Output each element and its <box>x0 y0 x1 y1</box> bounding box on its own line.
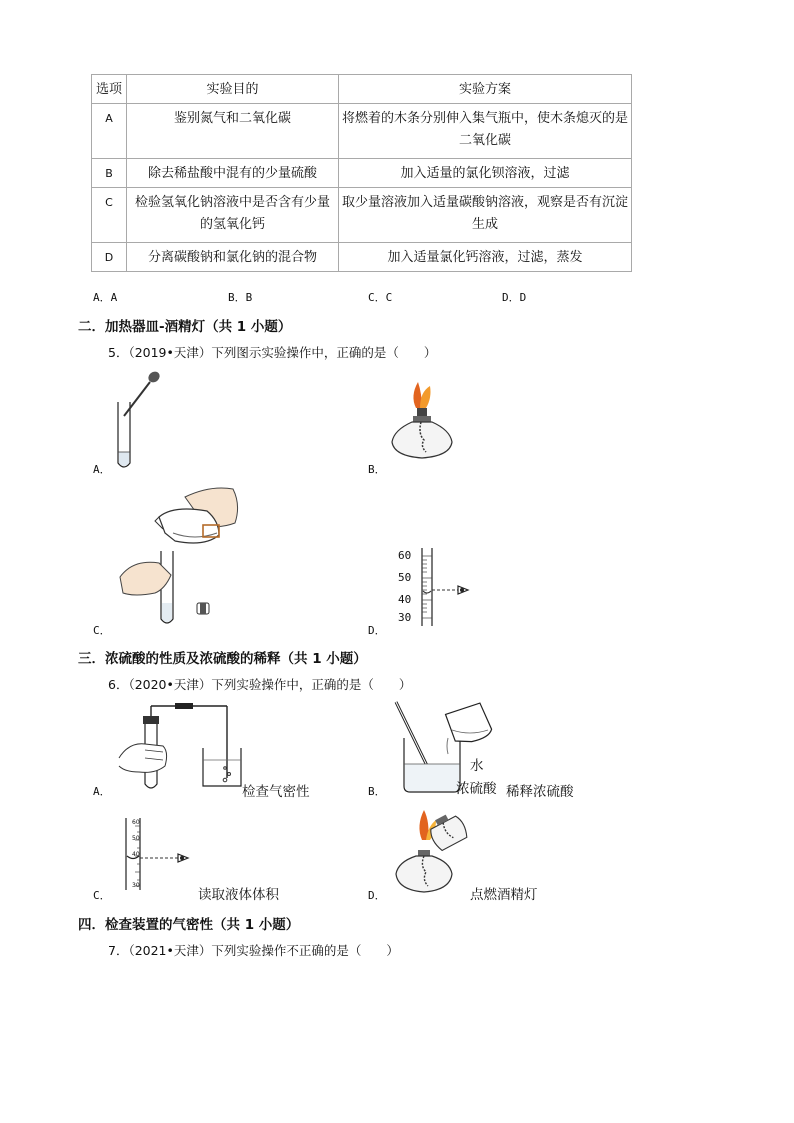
experiment-table <box>91 74 632 272</box>
q6-c-tick-30: 30 <box>132 882 140 889</box>
row-goal: 鉴别氮气和二氧化碳 <box>127 104 339 159</box>
q6-caption-b: 稀释浓硫酸 <box>506 784 574 800</box>
question-5: 5．（2019•天津）下列图示实验操作中，正确的是（ ） <box>108 345 437 360</box>
section-3-title: 三．浓硫酸的性质及浓硫酸的稀释（共 1 小题） <box>78 651 367 667</box>
q6-c-tick-50: 50 <box>132 835 140 842</box>
row-plan: 加入适量的氯化钡溶液，过滤 <box>339 159 632 188</box>
row-goal: 检验氢氧化钠溶液中是否含有少量的氢氧化钙 <box>127 188 339 243</box>
choice-c: C．C <box>368 291 393 304</box>
q6-c-tick-60: 60 <box>132 819 140 826</box>
table-row <box>92 188 632 243</box>
q5-d-tick-40: 40 <box>398 593 412 606</box>
q6-label-b: B． <box>368 785 386 798</box>
q6-label-d: D． <box>368 889 386 902</box>
q5-d-tick-50: 50 <box>398 571 412 584</box>
row-option: A <box>92 104 127 159</box>
q5-label-c: C． <box>93 624 111 637</box>
row-option: B <box>92 159 127 188</box>
header-goal: 实验目的 <box>127 75 339 104</box>
section-2-title: 二．加热器皿-酒精灯（共 1 小题） <box>78 319 292 335</box>
q6-caption-c: 读取液体体积 <box>198 887 279 903</box>
q6-caption-d: 点燃酒精灯 <box>470 887 538 903</box>
row-plan: 将燃着的木条分别伸入集气瓶中，使木条熄灭的是二氧化碳 <box>339 104 632 159</box>
row-plan: 加入适量氯化钙溶液，过滤，蒸发 <box>339 243 632 272</box>
q5-label-d: D． <box>368 624 386 637</box>
header-plan: 实验方案 <box>339 75 632 104</box>
section-4-title: 四．检查装置的气密性（共 1 小题） <box>78 917 300 933</box>
q6-d-light-lamp-figure <box>392 806 478 896</box>
q5-label-a: A． <box>93 463 111 476</box>
q5-c-pouring-liquid-figure <box>115 485 245 627</box>
table-row <box>92 243 632 272</box>
q5-a-dropper-test-tube-figure <box>110 368 170 472</box>
row-goal: 分离碳酸钠和氯化钠的混合物 <box>127 243 339 272</box>
header-option: 选项 <box>92 75 127 104</box>
row-option: D <box>92 243 127 272</box>
question-6: 6．（2020•天津）下列实验操作中，正确的是（ ） <box>108 677 412 692</box>
row-option: C <box>92 188 127 243</box>
question-7: 7．（2021•天津）下列实验操作不正确的是（ ） <box>108 943 399 958</box>
q6-b-water-label: 水 <box>470 758 484 774</box>
table-row <box>92 159 632 188</box>
q5-d-tick-60: 60 <box>398 549 412 562</box>
table-row <box>92 104 632 159</box>
q5-label-b: B． <box>368 463 386 476</box>
choice-a: A．A <box>93 291 118 304</box>
row-goal: 除去稀盐酸中混有的少量硫酸 <box>127 159 339 188</box>
q6-a-airtightness-figure <box>115 700 245 792</box>
q6-b-acid-label: 浓硫酸 <box>456 781 497 797</box>
table-header-row <box>92 75 632 104</box>
q6-label-c: C． <box>93 889 111 902</box>
q5-d-tick-30: 30 <box>398 611 412 624</box>
row-plan: 取少量溶液加入适量碳酸钠溶液，观察是否有沉淀生成 <box>339 188 632 243</box>
q5-b-alcohol-lamp-figure <box>388 378 458 470</box>
q6-label-a: A． <box>93 785 111 798</box>
q6-caption-a: 检查气密性 <box>242 784 310 800</box>
choice-d: D．D <box>502 291 527 304</box>
q6-c-tick-40: 40 <box>132 851 140 858</box>
choice-b: B．B <box>228 291 253 304</box>
